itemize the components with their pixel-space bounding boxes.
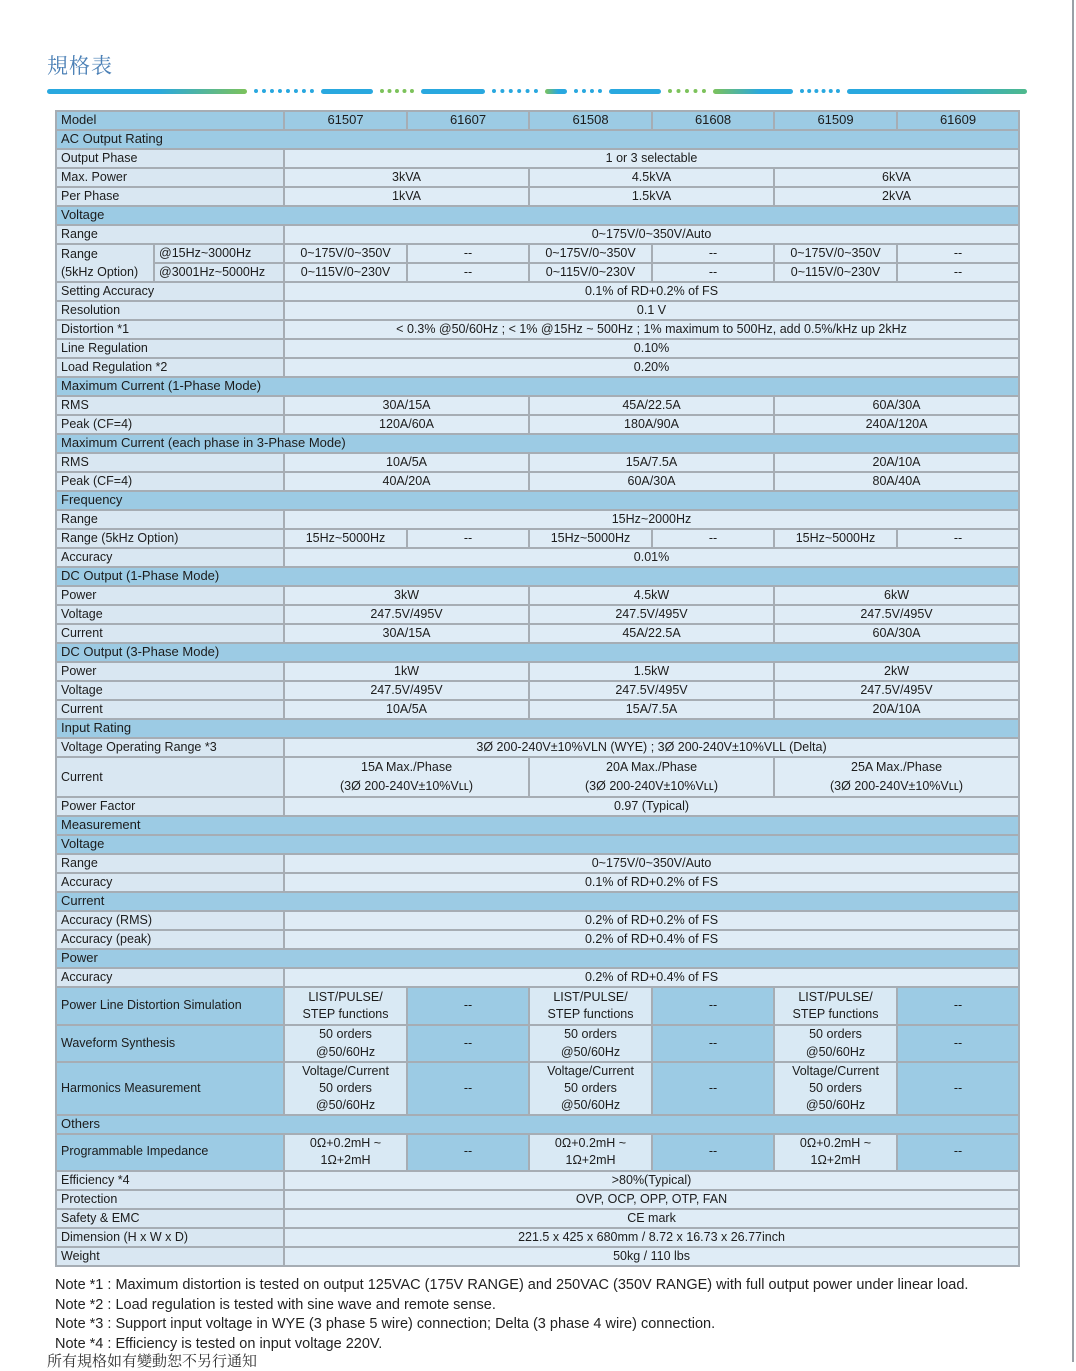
spec-cell: 80A/40A (775, 473, 1018, 490)
row-label: Power Line Distortion Simulation (57, 988, 283, 1024)
table-row (57, 473, 1018, 490)
spec-cell: 240A/120A (775, 416, 1018, 433)
spec-cell: -- (898, 245, 1018, 262)
table-row (57, 340, 1018, 357)
spec-cell: 120A/60A (285, 416, 528, 433)
spec-cell: 15Hz~5000Hz (530, 530, 651, 547)
table-row (57, 112, 1018, 129)
table-row (57, 606, 1018, 623)
row-label: Waveform Synthesis (57, 1026, 283, 1061)
divider-line (847, 89, 1027, 94)
row-label: Efficiency *4 (57, 1172, 283, 1189)
model-number: 61607 (408, 112, 528, 129)
spec-cell: 50 orders @50/60Hz (530, 1026, 651, 1061)
spec-cell: 15A/7.5A (530, 701, 773, 718)
divider-dots (254, 89, 314, 93)
note-line: Note *4 : Efficiency is tested on input voltage 220V. (55, 1335, 383, 1352)
row-label: Peak (CF=4) (57, 473, 283, 490)
row-label: Per Phase (57, 188, 283, 205)
divider-dots (492, 89, 538, 93)
spec-cell-empty: -- (408, 1135, 528, 1170)
spec-cell-empty: -- (653, 988, 773, 1024)
spec-cell: 50 orders @50/60Hz (285, 1026, 406, 1061)
section-header: Maximum Current (1-Phase Mode) (57, 378, 1018, 395)
row-label: Range (57, 511, 283, 528)
spec-cell-empty: -- (898, 1063, 1018, 1114)
row-label: Dimension (H x W x D) (57, 1229, 283, 1246)
section-header: AC Output Rating (57, 131, 1018, 148)
row-label: Accuracy (57, 549, 283, 566)
spec-cell: 3Ø 200-240V±10%VLN (WYE) ; 3Ø 200-240V±10%VLL (Delta) (285, 739, 1018, 756)
divider-line (713, 89, 793, 94)
spec-cell: 1kW (285, 663, 528, 680)
row-label: Protection (57, 1191, 283, 1208)
spec-cell: -- (653, 264, 773, 281)
section-row (57, 1116, 1018, 1133)
row-sublabel: @3001Hz~5000Hz (155, 264, 283, 281)
spec-cell: 0~175V/0~350V (775, 245, 896, 262)
row-label: Model (57, 112, 283, 129)
section-header: Others (57, 1116, 1018, 1133)
spec-cell: 3kVA (285, 169, 528, 186)
spec-cell: -- (408, 264, 528, 281)
spec-cell: 0Ω+0.2mH ~ 1Ω+2mH (775, 1135, 896, 1170)
table-row (57, 397, 1018, 414)
table-row (57, 969, 1018, 986)
section-header: DC Output (3-Phase Mode) (57, 644, 1018, 661)
row-label: Accuracy (peak) (57, 931, 283, 948)
spec-cell-empty: -- (653, 1063, 773, 1114)
row-label: Accuracy (57, 874, 283, 891)
table-row (57, 682, 1018, 699)
table-row (57, 1135, 1018, 1170)
spec-cell: 60A/30A (530, 473, 773, 490)
section-row (57, 435, 1018, 452)
row-label: Range (5kHz Option) (57, 530, 283, 547)
section-row (57, 644, 1018, 661)
table-row (57, 283, 1018, 300)
spec-cell: 0.1% of RD+0.2% of FS (285, 874, 1018, 891)
spec-cell: 0~115V/0~230V (530, 264, 651, 281)
spec-cell: 247.5V/495V (775, 682, 1018, 699)
section-row (57, 207, 1018, 224)
row-label: Voltage (57, 682, 283, 699)
spec-cell: 15Hz~2000Hz (285, 511, 1018, 528)
spec-cell: 0.97 (Typical) (285, 798, 1018, 815)
spec-cell: 15A/7.5A (530, 454, 773, 471)
table-row (57, 1026, 1018, 1061)
table-row (57, 302, 1018, 319)
section-row (57, 720, 1018, 737)
table-row (57, 226, 1018, 243)
spec-cell: 10A/5A (285, 454, 528, 471)
spec-cell-empty: -- (898, 988, 1018, 1024)
table-row (57, 739, 1018, 756)
row-label: RMS (57, 397, 283, 414)
spec-cell: 180A/90A (530, 416, 773, 433)
table-row (57, 1172, 1018, 1189)
spec-cell: 0.2% of RD+0.4% of FS (285, 931, 1018, 948)
spec-cell: LIST/PULSE/ STEP functions (285, 988, 406, 1024)
table-row (57, 798, 1018, 815)
spec-cell-empty: -- (408, 1063, 528, 1114)
spec-cell: 60A/30A (775, 625, 1018, 642)
row-label: Voltage Operating Range *3 (57, 739, 283, 756)
spec-cell: 1.5kVA (530, 188, 773, 205)
row-label: Weight (57, 1248, 283, 1265)
spec-cell: 0~115V/0~230V (775, 264, 896, 281)
footer-note-partial: 所有規格如有變動恕不另行通知 (47, 1353, 258, 1370)
row-label: Power (57, 663, 283, 680)
divider-dots (380, 89, 414, 93)
row-label: Range (57, 855, 283, 872)
row-label: Programmable Impedance (57, 1135, 283, 1170)
page-edge-line (1072, 0, 1074, 1362)
row-label: Power Factor (57, 798, 283, 815)
table-row (57, 988, 1018, 1024)
spec-cell: 247.5V/495V (285, 682, 528, 699)
spec-cell-empty: -- (898, 1026, 1018, 1061)
section-header: Voltage (57, 207, 1018, 224)
section-header: Voltage (57, 836, 1018, 853)
table-row (57, 150, 1018, 167)
divider-line (321, 89, 373, 94)
spec-cell: 25A Max./Phase (3Ø 200-240V±10%Vʟʟ) (775, 758, 1018, 796)
table-row (57, 245, 1018, 262)
section-header: Maximum Current (each phase in 3-Phase Mode) (57, 435, 1018, 452)
spec-cell: -- (898, 530, 1018, 547)
row-label: Range (5kHz Option) (57, 245, 153, 281)
spec-cell: 0~175V/0~350V/Auto (285, 855, 1018, 872)
spec-cell-empty: -- (898, 1135, 1018, 1170)
model-number: 61507 (285, 112, 406, 129)
spec-cell: LIST/PULSE/ STEP functions (530, 988, 651, 1024)
row-label: Max. Power (57, 169, 283, 186)
table-row (57, 530, 1018, 547)
spec-cell: 2kVA (775, 188, 1018, 205)
model-number: 61509 (775, 112, 896, 129)
table-row (57, 663, 1018, 680)
spec-cell: 1kVA (285, 188, 528, 205)
section-header: Frequency (57, 492, 1018, 509)
spec-cell: -- (408, 530, 528, 547)
spec-cell: -- (898, 264, 1018, 281)
section-row (57, 492, 1018, 509)
spec-cell: 6kW (775, 587, 1018, 604)
row-label: Current (57, 758, 283, 796)
table-row (57, 416, 1018, 433)
spec-cell: Voltage/Current 50 orders @50/60Hz (285, 1063, 406, 1114)
spec-cell: 50 orders @50/60Hz (775, 1026, 896, 1061)
spec-table-body (57, 112, 1018, 1265)
spec-cell: 0~175V/0~350V (285, 245, 406, 262)
note-line: Note *3 : Support input voltage in WYE (3 phase 5 wire) connection; Delta (3 phase 4 wire) connection. (55, 1316, 716, 1332)
spec-cell: 0.10% (285, 340, 1018, 357)
divider-dots (800, 89, 840, 93)
spec-cell: 0Ω+0.2mH ~ 1Ω+2mH (285, 1135, 406, 1170)
spec-cell-empty: -- (653, 1135, 773, 1170)
spec-cell: 10A/5A (285, 701, 528, 718)
row-label: Safety & EMC (57, 1210, 283, 1227)
table-row (57, 1063, 1018, 1114)
row-label: Line Regulation (57, 340, 283, 357)
spec-cell: 45A/22.5A (530, 397, 773, 414)
spec-cell: 0.2% of RD+0.2% of FS (285, 912, 1018, 929)
table-row (57, 454, 1018, 471)
row-label: Accuracy (RMS) (57, 912, 283, 929)
section-header: Current (57, 893, 1018, 910)
spec-cell: OVP, OCP, OPP, OTP, FAN (285, 1191, 1018, 1208)
spec-cell-empty: -- (653, 1026, 773, 1061)
section-header: Power (57, 950, 1018, 967)
spec-cell: 20A Max./Phase (3Ø 200-240V±10%Vʟʟ) (530, 758, 773, 796)
spec-cell: CE mark (285, 1210, 1018, 1227)
row-label: Output Phase (57, 150, 283, 167)
divider-line (609, 89, 661, 94)
spec-cell: 45A/22.5A (530, 625, 773, 642)
spec-cell: < 0.3% @50/60Hz ; < 1% @15Hz ~ 500Hz ; 1% maximum to 500Hz, add 0.5%/kHz up 2kHz (285, 321, 1018, 338)
table-row (57, 359, 1018, 376)
row-label: Harmonics Measurement (57, 1063, 283, 1114)
table-row (57, 1210, 1018, 1227)
section-row (57, 131, 1018, 148)
spec-cell: 50kg / 110 lbs (285, 1248, 1018, 1265)
spec-cell: -- (408, 245, 528, 262)
spec-cell: 0~115V/0~230V (285, 264, 406, 281)
spec-cell: 247.5V/495V (530, 606, 773, 623)
model-number: 61609 (898, 112, 1018, 129)
table-row (57, 625, 1018, 642)
spec-cell: 15A Max./Phase (3Ø 200-240V±10%Vʟʟ) (285, 758, 528, 796)
spec-cell: 247.5V/495V (775, 606, 1018, 623)
divider-line (421, 89, 485, 94)
spec-cell: 60A/30A (775, 397, 1018, 414)
spec-cell: 1.5kW (530, 663, 773, 680)
row-label: Peak (CF=4) (57, 416, 283, 433)
spec-cell: -- (653, 245, 773, 262)
spec-cell: LIST/PULSE/ STEP functions (775, 988, 896, 1024)
divider-dots (574, 89, 602, 93)
table-row (57, 912, 1018, 929)
section-row (57, 378, 1018, 395)
section-row (57, 950, 1018, 967)
table-row (57, 511, 1018, 528)
section-header: DC Output (1-Phase Mode) (57, 568, 1018, 585)
table-row (57, 855, 1018, 872)
table-row (57, 758, 1018, 796)
row-label: Current (57, 701, 283, 718)
spec-cell: 0.20% (285, 359, 1018, 376)
table-row (57, 549, 1018, 566)
note-line: Note *2 : Load regulation is tested with sine wave and remote sense. (55, 1296, 496, 1313)
spec-cell: 247.5V/495V (530, 682, 773, 699)
row-label: RMS (57, 454, 283, 471)
spec-cell: 6kVA (775, 169, 1018, 186)
table-row (57, 931, 1018, 948)
section-row (57, 836, 1018, 853)
spec-cell-empty: -- (408, 988, 528, 1024)
spec-cell: 30A/15A (285, 397, 528, 414)
section-row (57, 817, 1018, 834)
spec-cell: 15Hz~5000Hz (285, 530, 406, 547)
spec-cell: 3kW (285, 587, 528, 604)
table-row (57, 1248, 1018, 1265)
table-row (57, 169, 1018, 186)
spec-cell: -- (653, 530, 773, 547)
row-sublabel: @15Hz~3000Hz (155, 245, 283, 262)
note-line: Note *1 : Maximum distortion is tested on output 125VAC (175V RANGE) and 250VAC (350V RANGE) with full output power under linear load. (55, 1277, 969, 1293)
spec-cell: 30A/15A (285, 625, 528, 642)
model-number: 61508 (530, 112, 651, 129)
divider-dots (668, 89, 706, 93)
spec-cell: 2kW (775, 663, 1018, 680)
row-label: Setting Accuracy (57, 283, 283, 300)
decorative-divider (47, 88, 1032, 94)
spec-cell: 247.5V/495V (285, 606, 528, 623)
spec-cell: 0.1% of RD+0.2% of FS (285, 283, 1018, 300)
spec-cell-empty: -- (408, 1026, 528, 1061)
spec-cell: 15Hz~5000Hz (775, 530, 896, 547)
spec-cell: 221.5 x 425 x 680mm / 8.72 x 16.73 x 26.77inch (285, 1229, 1018, 1246)
table-row (57, 264, 1018, 281)
table-row (57, 188, 1018, 205)
table-row (57, 701, 1018, 718)
row-label: Power (57, 587, 283, 604)
spec-cell: 40A/20A (285, 473, 528, 490)
table-row (57, 587, 1018, 604)
table-row (57, 874, 1018, 891)
spec-cell: 20A/10A (775, 454, 1018, 471)
spec-table (55, 110, 1020, 1267)
spec-cell: Voltage/Current 50 orders @50/60Hz (530, 1063, 651, 1114)
row-label: Current (57, 625, 283, 642)
row-label: Voltage (57, 606, 283, 623)
row-label: Accuracy (57, 969, 283, 986)
divider-line (47, 89, 247, 94)
spec-cell: 4.5kVA (530, 169, 773, 186)
table-row (57, 1229, 1018, 1246)
divider-line (545, 89, 567, 94)
spec-cell: 0~175V/0~350V/Auto (285, 226, 1018, 243)
row-label: Resolution (57, 302, 283, 319)
spec-cell: 4.5kW (530, 587, 773, 604)
page-title: 規格表 (47, 55, 113, 78)
spec-cell: 0.01% (285, 549, 1018, 566)
row-label: Load Regulation *2 (57, 359, 283, 376)
section-row (57, 568, 1018, 585)
notes-block (55, 1276, 1045, 1354)
spec-cell: Voltage/Current 50 orders @50/60Hz (775, 1063, 896, 1114)
spec-cell: 1 or 3 selectable (285, 150, 1018, 167)
section-header: Measurement (57, 817, 1018, 834)
spec-cell: 0Ω+0.2mH ~ 1Ω+2mH (530, 1135, 651, 1170)
row-label: Range (57, 226, 283, 243)
section-header: Input Rating (57, 720, 1018, 737)
section-row (57, 893, 1018, 910)
spec-cell: 20A/10A (775, 701, 1018, 718)
spec-cell: 0.1 V (285, 302, 1018, 319)
model-number: 61608 (653, 112, 773, 129)
table-row (57, 321, 1018, 338)
spec-cell: 0.2% of RD+0.4% of FS (285, 969, 1018, 986)
row-label: Distortion *1 (57, 321, 283, 338)
spec-cell: >80%(Typical) (285, 1172, 1018, 1189)
spec-cell: 0~175V/0~350V (530, 245, 651, 262)
table-row (57, 1191, 1018, 1208)
